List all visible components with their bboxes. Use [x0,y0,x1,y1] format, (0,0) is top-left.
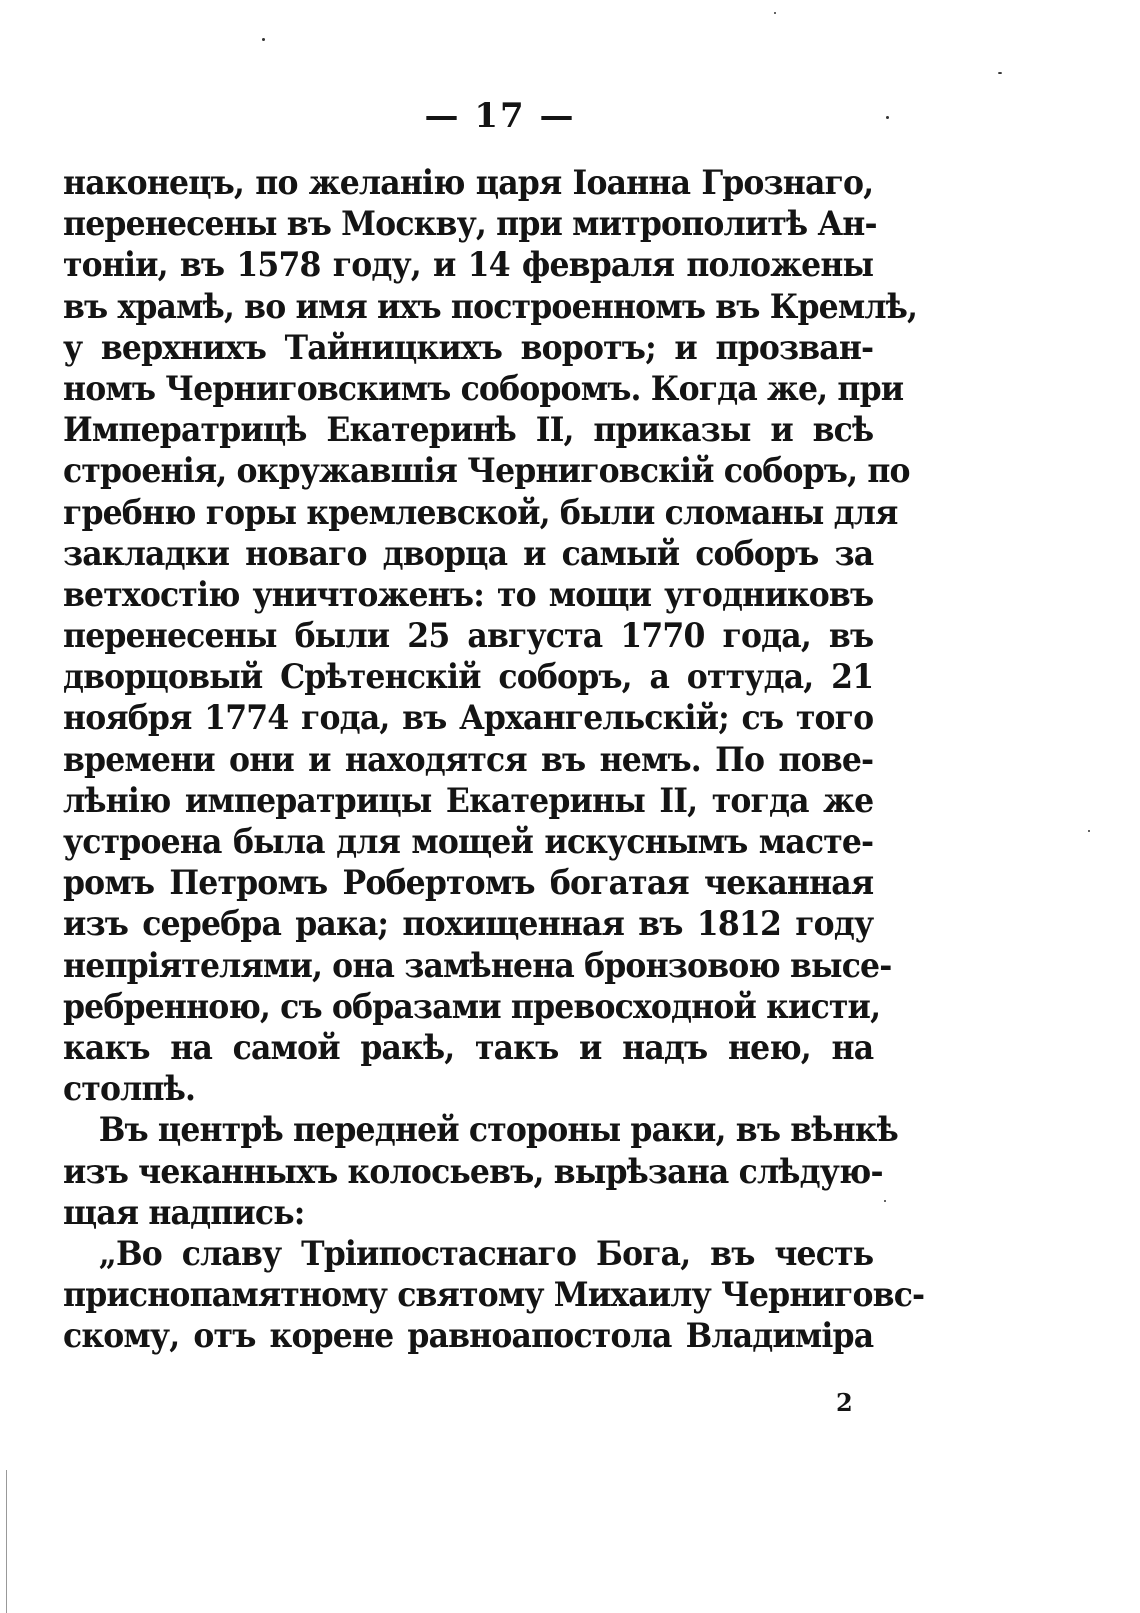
text-line: ребренною, съ образами превосходной кисти, [63,986,881,1026]
text-line: Въ центрѣ передней стороны раки, въ вѣнкѣ [98,1110,898,1150]
text-line: тоніи, въ 1578 году, и 14 февраля положены [63,245,874,285]
text-line: гребню горы кремлевской, были сломаны для [63,492,898,532]
scan-speck [1088,830,1090,832]
text-line: непріятелями, она замѣнена бронзовою высе- [63,945,892,985]
text-line: столпѣ. [63,1069,196,1109]
text-line: устроена была для мощей искуснымъ масте- [63,822,874,861]
signature-mark: 2 [836,1388,853,1417]
text-line: изъ чеканныхъ колосьевъ, вырѣзана слѣдую- [63,1151,883,1191]
text-line: ромъ Петромъ Робертомъ богатая чеканная [63,863,874,903]
text-line: перенесены въ Москву, при митрополитѣ Ан- [63,204,877,244]
text-line: закладки новаго дворца и самый соборъ за [63,533,874,573]
scan-edge [6,1470,7,1613]
text-line: наконецъ, по желанію царя Іоанна Грознаго, [63,163,874,202]
text-line: въ храмѣ, во имя ихъ построенномъ въ Кремлѣ, [63,286,918,326]
text-line: ветхостію уничтоженъ: то мощи угодниковъ [63,574,874,614]
text-line: „Во славу Тріипостаснаго Бога, въ честь [98,1233,874,1273]
text-line: ноября 1774 года, въ Архангельскій; съ того [63,698,874,738]
text-line: какъ на самой ракѣ, такъ и надъ нею, на [63,1027,874,1067]
scan-speck [262,38,265,41]
text-line: строенія, окружавшія Черниговскій соборъ, по [63,451,910,491]
text-line: Императрицѣ Екатеринѣ II, приказы и всѣ [63,410,874,450]
scan-speck [884,1200,886,1202]
text-line: у верхнихъ Тайницкихъ воротъ; и прозван- [63,327,874,367]
text-line: изъ серебра рака; похищенная въ 1812 году [63,904,874,944]
text-line: щая надпись: [63,1192,305,1232]
text-line: времени они и находятся въ немъ. По пове- [63,739,874,779]
text-line: скому, отъ корене равноапостола Владиміра [63,1316,874,1356]
text-line: перенесены были 25 августа 1770 года, въ [63,616,874,656]
body-text [63,162,925,1356]
scan-speck [774,12,776,14]
text-line: дворцовый Срѣтенскій соборъ, а оттуда, 21 [63,657,874,697]
text-line: приснопамятному святому Михаилу Черниговс- [63,1275,925,1315]
scan-speck [998,72,1002,74]
scan-speck [886,116,889,119]
text-line: лѣнію императрицы Екатерины II, тогда же [63,780,874,820]
page-number: — 17 — [424,96,576,136]
text-line: номъ Черниговскимъ соборомъ. Когда же, при [63,368,904,408]
